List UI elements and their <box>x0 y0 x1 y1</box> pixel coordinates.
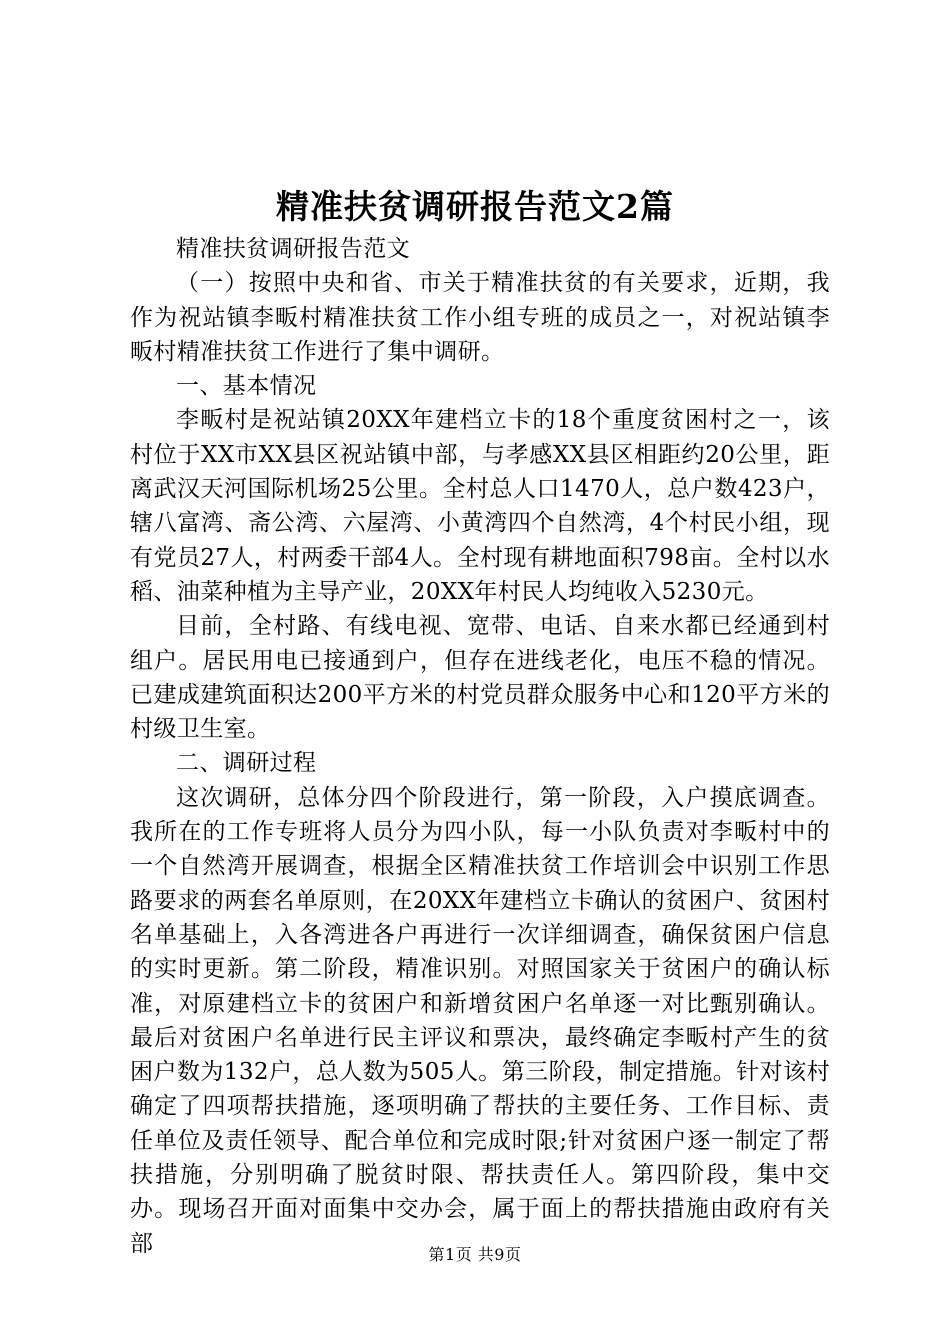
document-title: 精准扶贫调研报告范文2篇 <box>276 187 674 226</box>
section-heading-basic-info: 一、基本情况 <box>176 373 317 400</box>
paragraph-village-overview: 李畈村是祝站镇20XX年建档立卡的18个重度贫困村之一，该村位于XX市XX县区祝站镇中部，与孝感XX县区相距约20公里，距离武汉天河国际机场25公里。全村总人口1470人，总户数423户，辖八富湾、斋公湾、六屋湾、小黄湾四个自然湾，4个村民小组，现有党员27人，村两委干部4人。全村现有耕地面积798亩。全村以水稻、油菜种植为主导产业，20XX年村民人均纯收入5230元。 <box>130 407 830 605</box>
page-number-footer: 第1页 共9页 <box>428 1245 522 1264</box>
paragraph-subtitle: 精准扶贫调研报告范文 <box>176 236 410 262</box>
paragraph-research-stages: 这次调研，总体分四个阶段进行，第一阶段，入户摸底调查。我所在的工作专班将人员分为四小队，每一小队负责对李畈村中的一个自然湾开展调查，根据全区精准扶贫工作培训会中识别工作思路要求的两套名单原则，在20XX年建档立卡确认的贫困户、贫困村名单基础上，入各湾进各户再进行一次详细调查，确保贫困户信息的实时更新。第二阶段，精准识别。对照国家关于贫困户的确认标准，对原建档立卡的贫困户和新增贫困户名单逐一对比甄别确认。最后对贫困户名单进行民主评议和票决，最终确定李畈村产生的贫困户数为132户，总人数为505人。第三阶段，制定措施。针对该村确定了四项帮扶措施，逐项明确了帮扶的主要任务、工作目标、责任单位及责任领导、配合单位和完成时限;针对贫困户逐一制定了帮扶措施，分别明确了脱贫时限、帮扶责任人。第四阶段，集中交办。现场召开面对面集中交办会，属于面上的帮扶措施由政府有关部 <box>130 784 830 1257</box>
document-body <box>130 232 830 1261</box>
paragraph-infrastructure: 目前，全村路、有线电视、宽带、电话、自来水都已经通到村组户。居民用电已接通到户，但存在进线老化，电压不稳的情况。已建成建筑面积达200平方米的村党员群众服务中心和120平方米的村级卫生室。 <box>130 613 830 743</box>
paragraph-intro: （一）按照中央和省、市关于精准扶贫的有关要求，近期，我作为祝站镇李畈村精准扶贫工作小组专班的成员之一，对祝站镇李畈村精准扶贫工作进行了集中调研。 <box>130 270 830 365</box>
section-heading-research-process: 二、调研过程 <box>176 750 317 777</box>
